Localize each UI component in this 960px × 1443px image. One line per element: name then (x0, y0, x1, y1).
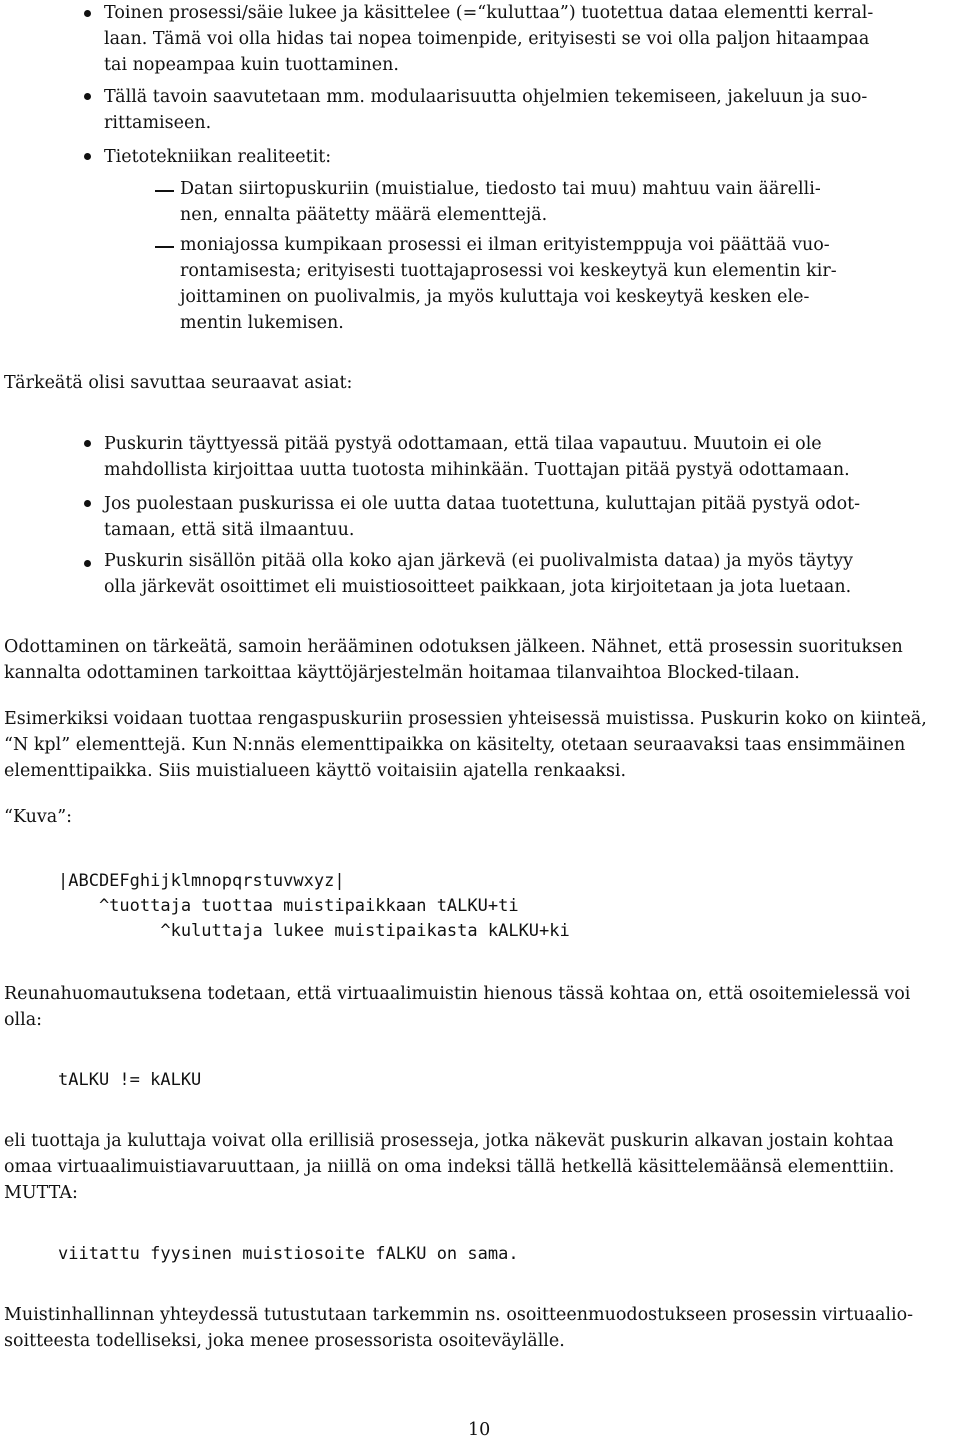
bullet-marker (84, 560, 91, 567)
bullet-marker (84, 440, 91, 447)
text-line: Tällä tavoin saavutetaan mm. modulaarisuutta ohjelmien tekemiseen, jakeluun ja suo- (104, 87, 868, 107)
text-line: MUTTA: (4, 1183, 78, 1203)
code-line-viitattu: viitattu fyysinen muistiosoite fALKU on sama. (58, 1244, 519, 1264)
text-line: Muistinhallinnan yhteydessä tutustutaan tarkemmin ns. osoitteenmuodostukseen prosessin virtuaalio- (4, 1305, 914, 1325)
code-line: ^tuottaja tuottaa muistipaikkaan tALKU+ti (58, 896, 519, 916)
text-line: “N kpl” elementtejä. Kun N:nnäs elementtipaikka on käsitelty, otetaan seuraavaksi taas ensimmäinen (4, 735, 906, 755)
text-line: eli tuottaja ja kuluttaja voivat olla erillisiä prosesseja, jotka näkevät puskurin alkavan jostain kohtaa (4, 1131, 894, 1151)
text-line: mahdollista kirjoittaa uutta tuotosta mihinkään. Tuottajan pitää pystyä odottamaan. (104, 460, 850, 480)
text-line: mentin lukemisen. (180, 313, 344, 333)
code-line-talku: tALKU != kALKU (58, 1070, 202, 1090)
dash-marker (155, 190, 174, 192)
text-line: tai nopeampaa kuin tuottaminen. (104, 55, 399, 75)
text-line: joittaminen on puolivalmis, ja myös kuluttaja voi keskeytyä kesken ele- (180, 287, 810, 307)
text-line: Puskurin sisällön pitää olla koko ajan järkevä (ei puolivalmista dataa) ja myös täytyy (104, 551, 854, 571)
text-line: olla järkevät osoittimet eli muistiosoitteet paikkaan, jota kirjoitetaan ja jota luetaan. (104, 577, 852, 597)
text-line: kannalta odottaminen tarkoittaa käyttöjärjestelmän hoitamaa tilanvaihtoa Blocked-tilaan. (4, 663, 800, 683)
bullet-marker (84, 153, 91, 160)
text-line: Jos puolestaan puskurissa ei ole uutta dataa tuotettuna, kuluttajan pitää pystyä odot- (104, 494, 861, 514)
text-line: moniajossa kumpikaan prosessi ei ilman erityistemppuja voi päättää vuo- (180, 235, 830, 255)
text-line: rontamisesta; erityisesti tuottajaprosessi voi keskeytyä kun elementin kir- (180, 261, 837, 281)
bullet-marker (84, 93, 91, 100)
code-line: ^kuluttaja lukee muistipaikasta kALKU+ki (58, 921, 570, 941)
text-line: Tietotekniikan realiteetit: (104, 147, 332, 167)
text-line: laan. Tämä voi olla hidas tai nopea toimenpide, erityisesti se voi olla paljon hitaampaa (104, 29, 870, 49)
page-number: 10 (468, 1420, 491, 1440)
text-line: elementtipaikka. Siis muistialueen käyttö voitaisiin ajatella renkaaksi. (4, 761, 627, 781)
text-line: olla: (4, 1010, 43, 1030)
text-line: Reunahuomautuksena todetaan, että virtuaalimuistin hienous tässä kohtaa on, että osoitemielessä voi (4, 984, 911, 1004)
paragraph-tarkeata: Tärkeätä olisi savuttaa seuraavat asiat: (4, 373, 353, 393)
bullet-marker (84, 10, 91, 17)
bullet-marker (84, 500, 91, 507)
text-line: omaa virtuaalimuistiavaruuttaan, ja niillä on oma indeksi tällä hetkellä käsittelemäänsä elementtiin. (4, 1157, 895, 1177)
text-line: Toinen prosessi/säie lukee ja käsittelee (=“kuluttaa”) tuotettua dataa elementti kerral- (104, 3, 874, 23)
text-line: soitteesta todelliseksi, joka menee prosessorista osoiteväylälle. (4, 1331, 565, 1351)
text-line: Puskurin täyttyessä pitää pystyä odottamaan, että tilaa vapautuu. Muutoin ei ole (104, 434, 822, 454)
text-line: tamaan, että sitä ilmaantuu. (104, 520, 355, 540)
text-line: Odottaminen on tärkeätä, samoin herääminen odotuksen jälkeen. Nähnet, että prosessin suorituksen (4, 637, 903, 657)
text-line: rittamiseen. (104, 113, 212, 133)
text-line: nen, ennalta päätetty määrä elementtejä. (180, 205, 548, 225)
text-line: Esimerkiksi voidaan tuottaa rengaspuskuriin prosessien yhteisessä muistissa. Puskurin koko on kiinteä, (4, 709, 927, 729)
code-line: |ABCDEFghijklmnopqrstuvwxyz| (58, 871, 345, 891)
paragraph-kuva: “Kuva”: (4, 807, 73, 827)
dash-marker (155, 246, 174, 248)
text-line: Datan siirtopuskuriin (muistialue, tiedosto tai muu) mahtuu vain äärelli- (180, 179, 821, 199)
